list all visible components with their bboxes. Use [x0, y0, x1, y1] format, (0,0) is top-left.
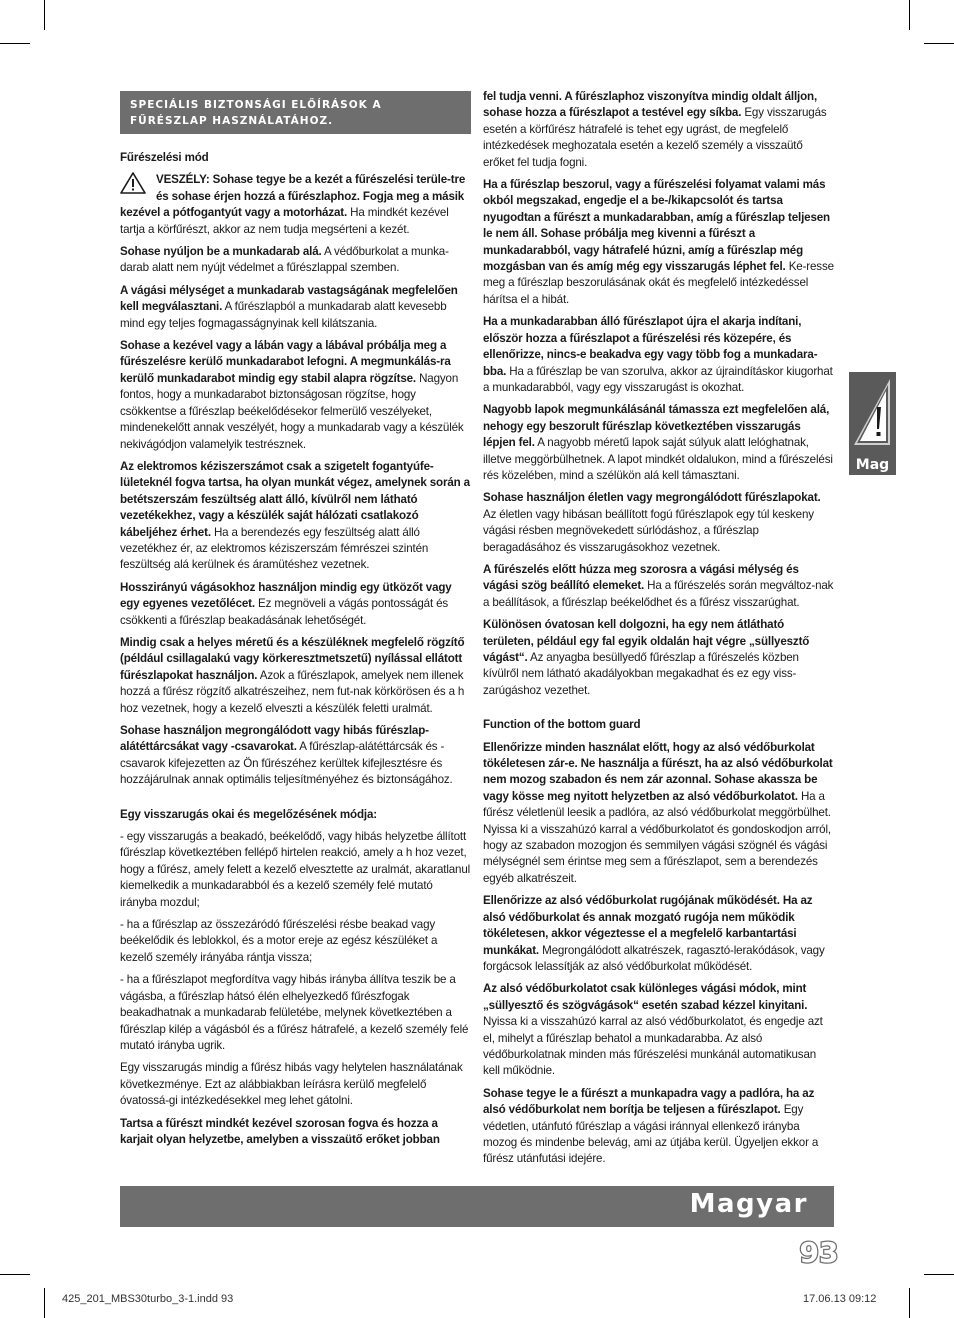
spacer: [120, 795, 472, 805]
crop-mark: [909, 1288, 910, 1318]
slug-datetime: 17.06.13 09:12: [803, 1293, 877, 1305]
paragraph: Sohase tegye le a fűrészt a munkapadra vagy a padlóra, ha az alsó védőburkolat nem borítja be teljesen a fűrészlapot. Egy védetlen, utánfutó fűrészlap a vágási iránnyal ellenkező irányba mozog és mindenbe belevág, ami az útjába kerül. Ügyeljen ekkor a fűrész utánfutási idejére.: [483, 1086, 819, 1166]
subheading-kickback: Egy visszarugás okai és megelőzésének módja:: [120, 807, 377, 821]
paragraph: fel tudja venni. A fűrészlaphoz viszonyítva mindig oldalt álljon, sohase hozza a fűrészlapot a testével egy síkba. Egy visszarugás esetén a körfűrész hátrafelé is tehet egy ugrást, de megfelelő intézkedések meghozatala esetén a kezelő személy a visszaütő erőket fel tudja fogni.: [483, 90, 827, 169]
subheading-bottom-guard: Function of the bottom guard: [483, 718, 641, 732]
paragraph: Ellenőrizze minden használat előtt, hogy az alsó védőburkolat tökéletesen zár-e. Ne használja a fűrészt, ha az alsó védőburkolat nem mozog szabadon és nem zár azonnal. Sohase akassza be vagy kösse meg nyitott helyzetben az alsó védőburkolatot. Ha a fűrész véletlenül leesik a padlóra, az alsó védőburkolat meggörbülhet. Nyissa ki a visszahúzó karral a védőburkolatot és gondoskodjon arról, hogy az szabadon mozogjon és semmilyen vágási szögnél és vágási mélységnél sem érintse meg sem a fűrészlapot, sem a berendezés egyéb alkatrészeit.: [483, 740, 833, 885]
language-label: Magyar: [689, 1189, 808, 1219]
paragraph: Ellenőrizze az alsó védőburkolat rugójának működését. Ha az alsó védőburkolat és annak mozgató rugója nem működik tökéletesen, akkor végeztesse el a megfelelő karbantartási munkákat. Megrongálódott alkatrészek, ragasztó-lerakódások, vagy forgácsok lelassítják az alsó védőburkolat működését.: [483, 894, 825, 973]
language-side-tab: [849, 372, 896, 475]
section-header: [120, 91, 471, 134]
spacer: [483, 705, 835, 715]
crop-mark: [924, 1274, 954, 1275]
crop-mark: [924, 43, 954, 44]
paragraph: Nagyobb lapok megmunkálásánál támassza ezt megfelelően alá, nehogy egy beszorult fűrészlap következtében visszarugás lépjen fel. A nagyobb méretű lapok saját súlyuk alatt lelóghatnak, illetve meggörbülhetnek. A lapot mindkét oldalukon, mind a fűrészelési rés közelében, mind a szélükön alá kell támasztani.: [483, 403, 833, 482]
paragraph: Az elektromos kéziszerszámot csak a szigetelt fogantyúfe-lületeknél fogva tartsa, ha olyan munkát végez, amelynek során a betétszerszám feszültség alatt álló, kívülről nem látható vezetékekhez, vagy a készülék saját hálózati csatlakozó kábeljéhez érhet. Ha a berendezés egy feszültség alatt álló vezetékhez ér, az elektromos kéziszerszám fémrészei szintén feszültség alá kerülnek és áramütéshez vezetnek.: [120, 459, 470, 572]
page-number-graphic: [797, 1235, 841, 1269]
crop-mark: [909, 0, 910, 30]
danger-paragraph: VESZÉLY: Sohase tegye be a kezét a fűrészelési terüle-tre és sohase érjen hozzá a fűrészlaphoz. Fogja meg a másik kezével a pótfogantyút vagy a motorházat. Ha mindkét kezével tartja a körfűrészt, akkor az nem tudja megsérteni a kezét.: [120, 173, 466, 236]
paragraph: - ha a fűrészlap az összezáródó fűrészelési résbe beakad vagy beékelődik és leblokkol, és a motor ereje az egész készüléket a kezelő személy irányába rántja vissza;: [120, 918, 438, 964]
paragraph: Az alsó védőburkolatot csak különleges vágási módok, mint „süllyesztő és szögvágások“ esetén szabad kézzel kinyitani. Nyissa ki a visszahúzó karral az alsó védőburkolatot, és engedje azt el, mihelyt a fűrészlap behatol a munkadarabba. Az alsó védőburkolatnak minden más fűrészelési munkánál automatikusan kell működnie.: [483, 982, 823, 1078]
language-tab-label: Mag: [855, 457, 890, 473]
crop-mark: [44, 0, 45, 30]
paragraph: Egy visszarugás mindig a fűrész hibás vagy helytelen használatának következménye. Ezt az alábbiakban leírásra kerülő megfelelő óvatossá-gi intézkedésekkel meg lehet gátolni.: [120, 1061, 463, 1108]
paragraph: Tartsa a fűrészt mindkét kezével szorosan fogva és hozza a karjait olyan helyzetbe, amelyben a visszaütő erőket jobban: [120, 1116, 440, 1146]
paragraph: A vágási mélységet a munkadarab vastagságának megfelelően kell megválasztani. A fűrészlapból a munkadarab alatt kevesebb mind egy teljes fogmagasságnyinak kell kilátszania.: [120, 283, 458, 330]
paragraph: Ha a fűrészlap beszorul, vagy a fűrészelési folyamat valami más okból megszakad, engedje el a be-/kikapcsolót és tartsa nyugodtan a fűrészt a munkadarabban, amíg a fűrészlap teljesen le nem áll. Sohase próbálja meg kivenni a fűrészt a munkadarabból, vagy hátrafelé húzni, amíg a fűrészlap még mozgásban van és amíg még egy visszarugás léphet fel. Ke-resse meg a fűrészlap beszorulásának okát és megfelelő intézkedéssel hárítsa el a hibát.: [483, 178, 834, 306]
paragraph: Mindig csak a helyes méretű és a készüléknek megfelelő rögzítő (például csillagalakú vagy körkeresztmetszetű) nyílással ellátott fűrészlapokat használjon. Azok a fűrészlapok, amelyek nem illenek hozzá a fűrész rögzítő alkatrészeihez, nem fut-nak körkörösen és a h hoz vezetnek, hogy a kezelő elveszti a készülék feletti uralmát.: [120, 635, 465, 715]
paragraph: A fűrészelés előtt húzza meg szorosra a vágási mélység és vágási szög beállító elemeket. Ha a fűrészelés során megváltoz-nak a beállítások, a fűrészlap beékelődhet és a fűrész visszarúghat.: [483, 562, 834, 609]
crop-mark: [44, 1288, 45, 1318]
paragraph: - ha a fűrészlapot megfordítva vagy hibás irányba állítva teszik be a vágásba, a fűrészlap hátsó élén elhelyezkedő fűrészfogak beakadhatnak a munkadarab felületébe, melynek következtében a fűrészlap kilép a vágásból és a fűrész hátrafelé, a kezelő személy felé mutató irányba ugrik.: [120, 973, 469, 1052]
paragraph: Hosszirányú vágásokhoz használjon mindig egy ütközőt vagy egy egyenes vezetőlécet. Ez megnöveli a vágás pontosságát és csökkenti a fűrészlap beakadásának lehetőségét.: [120, 580, 452, 627]
right-column: [483, 89, 835, 1174]
crop-mark: [0, 1274, 30, 1275]
exclamation-triangle-icon: [852, 377, 893, 449]
language-footer-bar: [120, 1186, 834, 1227]
paragraph: - egy visszarugás a beakadó, beékelődő, vagy hibás helyzetbe állított fűrészlap következtében fellépő hirtelen reakció, amely a h hoz vezet, hogy a fűrész, amely felett a kezelő elvesztette az uralmát, akaratlanul kiemelkedik a munkadarabból és a kezelő személy felé mutató irányba mozdul;: [120, 830, 471, 909]
paragraph: Sohase a kezével vagy a lábán vagy a lábával próbálja meg a fűrészelésre kerülő munkadarabot lefogni. A megmunkálás-ra kerülő munkadarabot mindig egy stabil alapra rögzítse. Nagyon fontos, hogy a munkadarabot biztonságosan rögzítse, hogy csökkentse a fűrészlap beékelődésekor felmerülő veszélyeket, mindenekelőtt annak veszélyét, hogy a munkadarab vagy a készülék nekivágódjon valamelyik testrésznek.: [120, 339, 464, 451]
paragraph: Sohase használjon megrongálódott vagy hibás fűrészlap-alátéttárcsákat vagy -csavarokat. A fűrészlap-alátéttárcsák és -csavarok kifejezetten az Ön fűrészéhez kerültek kifejlesztésre és hozzájárulnak annak optimális teljesítményéhez és biztonságához.: [120, 724, 453, 787]
paragraph: Különösen óvatosan kell dolgozni, ha egy nem átlátható területen, például egy fal egyik oldalán hajt végre „süllyesztő vágást“. Az anyagba besüllyedő fűrészlap a fűrészelés közben kívülről nem látható akadályokban megakadhat és ez egy viss-zarúgáshoz vezethet.: [483, 618, 810, 697]
section-title: SPECIÁLIS BIZTONSÁGI ELŐÍRÁSOK A FŰRÉSZLAP HASZNÁLATÁHOZ.: [130, 99, 382, 127]
paragraph: Sohase nyúljon be a munkadarab alá. A védőburkolat a munka-darab alatt nem nyújt védelmet a fűrészlappal szemben.: [120, 245, 449, 275]
slug-file: 425_201_MBS30turbo_3-1.indd 93: [62, 1293, 234, 1305]
left-column: [120, 148, 472, 1154]
warning-triangle-icon: [120, 172, 146, 194]
crop-mark: [0, 43, 30, 44]
page-number-text: 93: [799, 1236, 839, 1269]
paragraph: Ha a munkadarabban álló fűrészlapot újra el akarja indítani, először hozza a fűrészlapot a fűrészelési rés közepére, és ellenőrizze, nincs-e beakadva egy vagy több fog a munkadara-bba. Ha a fűrészlap be van szorulva, akkor az újraindításkor kiugorhat a munkadarabból, vagy egy visszarugást is okozhat.: [483, 315, 833, 394]
page-number: [797, 1235, 841, 1269]
subheading-sawing: Fűrészelési mód: [120, 151, 209, 164]
paragraph: Sohase használjon életlen vagy megrongálódott fűrészlapokat. Az életlen vagy hibásan beállított fogú fűrészlapok egy túl keskeny vágási résben megnövekedett súrlódáshoz, a fűrészlap beragadásához és visszarugásokhoz vezetnek.: [483, 491, 821, 554]
